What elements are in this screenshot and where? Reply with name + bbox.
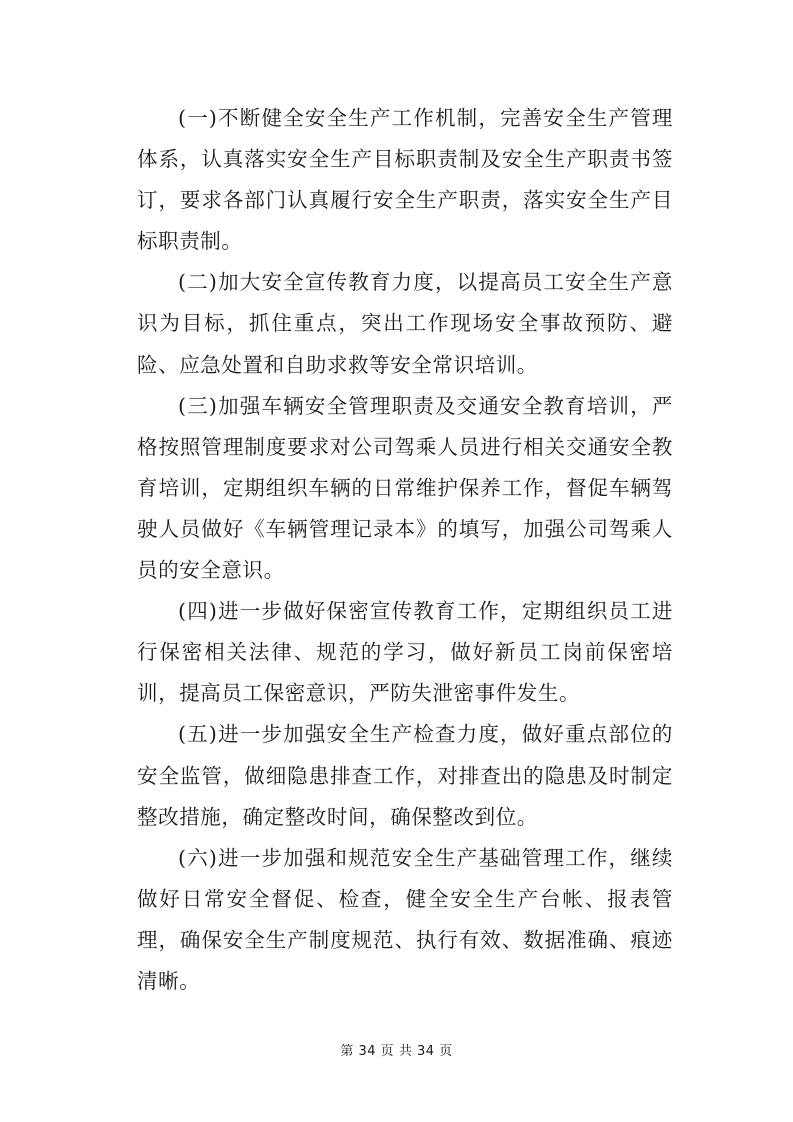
- paragraph-4: (四)进一步做好保密宣传教育工作，定期组织员工进行保密相关法律、规范的学习，做好新员工岗前保密培训，提高员工保密意识，严防失泄密事件发生。: [137, 599, 673, 706]
- document-body: [137, 98, 673, 1002]
- paragraph-5: (五)进一步加强安全生产检查力度，做好重点部位的安全监管，做细隐患排查工作，对排查出的隐患及时制定整改措施，确定整改时间，确保整改到位。: [137, 722, 673, 829]
- page-number-footer: 第 34 页 共 34 页: [340, 1044, 453, 1059]
- paragraph-6: (六)进一步加强和规范安全生产基础管理工作，继续做好日常安全督促、检查，健全安全生产台帐、报表管理，确保安全生产制度规范、执行有效、数据准确、痕迹清晰。: [137, 845, 673, 993]
- paragraph-3: (三)加强车辆安全管理职责及交通安全教育培训，严格按照管理制度要求对公司驾乘人员进行相关交通安全教育培训，定期组织车辆的日常维护保养工作，督促车辆驾驶人员做好《车辆管理记录本》的填写，加强公司驾乘人员的安全意识。: [137, 393, 673, 583]
- paragraph-1: (一)不断健全安全生产工作机制，完善安全生产管理体系，认真落实安全生产目标职责制及安全生产职责书签订，要求各部门认真履行安全生产职责，落实安全生产目标职责制。: [137, 106, 673, 254]
- paragraph-2: (二)加大安全宣传教育力度，以提高员工安全生产意识为目标，抓住重点，突出工作现场安全事故预防、避险、应急处置和自助求救等安全常识培训。: [137, 270, 673, 377]
